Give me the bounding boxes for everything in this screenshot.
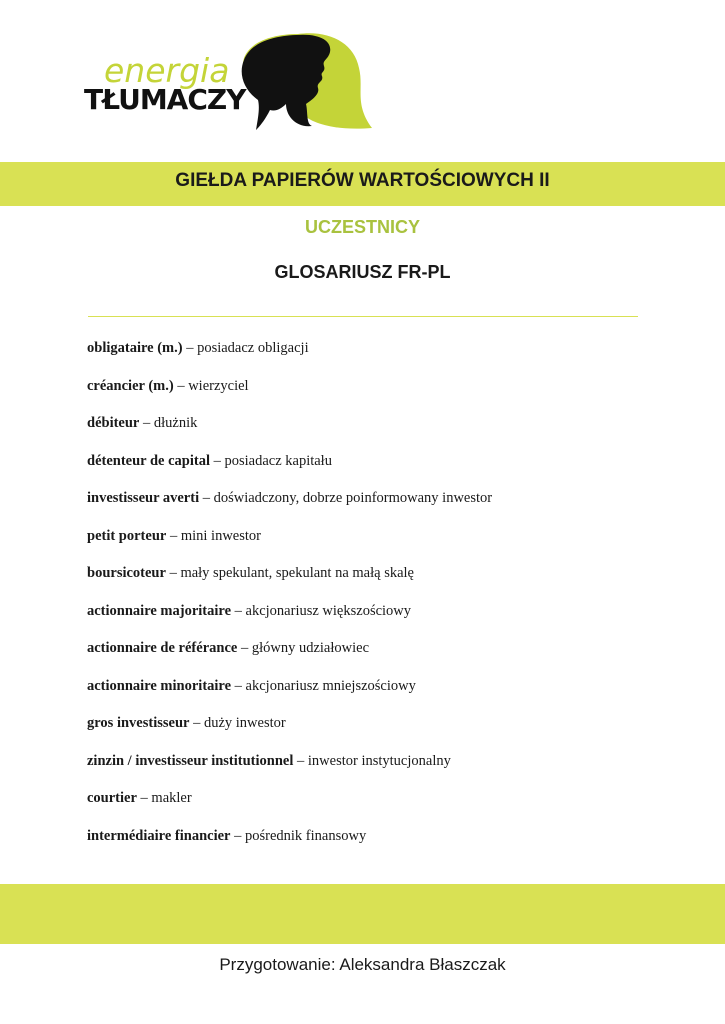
glossary-separator: –: [165, 565, 181, 581]
glossary-entry: [87, 826, 687, 864]
glossary-term: détenteur de capital: [87, 452, 210, 469]
glossary-translation: mały spekulant, spekulant na małą skalę: [180, 565, 414, 581]
glossary-entry: [87, 713, 687, 751]
glossary-term: débiteur: [87, 415, 140, 431]
glossary-entry: [87, 451, 687, 489]
glossary-separator: –: [173, 377, 189, 394]
glossary-separator: –: [293, 752, 308, 769]
glossary-translation: pośrednik finansowy: [245, 827, 367, 844]
glossary-translation: inwestor instytucjonalny: [307, 752, 451, 769]
glossary-entry: [87, 751, 687, 789]
logo-word-tlumaczy: TŁUMACZY: [84, 83, 246, 116]
glossary-translation: doświadczony, dobrze poinformowany inwestor: [213, 490, 493, 506]
glossary-entry: [87, 376, 687, 414]
glossary-entry: [87, 788, 687, 826]
glossary-translation: posiadacz obligacji: [197, 340, 309, 356]
glossary-translation: główny udziałowiec: [251, 640, 370, 656]
glossary-term: petit porteur: [87, 527, 167, 544]
glossary-separator: –: [182, 340, 198, 356]
glossary-term: boursicoteur: [87, 565, 166, 581]
glossary-term: zinzin / investisseur institutionnel: [87, 752, 294, 769]
glossary-entry: [87, 488, 687, 526]
glossary-term: obligataire (m.): [87, 340, 183, 356]
glossary-entry: [87, 338, 687, 376]
glossary-separator: –: [166, 527, 181, 544]
glossary-translation: mini inwestor: [180, 527, 261, 544]
glossary-translation: dłużnik: [153, 415, 198, 431]
footer-author: Przygotowanie: Aleksandra Błaszczak: [219, 955, 506, 974]
glossary-list: [87, 338, 687, 863]
glossary-separator: –: [237, 640, 252, 656]
glossary-translation: akcjonariusz większościowy: [245, 602, 412, 619]
glossary-entry: [87, 563, 687, 601]
section-subtitle: UCZESTNICY: [304, 217, 420, 237]
glossary-term: créancier (m.): [87, 377, 174, 394]
glossary-translation: wierzyciel: [188, 377, 249, 394]
glossary-entry: [87, 601, 687, 639]
glossary-entry: [87, 526, 687, 564]
logo-face-mark-icon: [236, 30, 386, 135]
glossary-separator: –: [231, 602, 246, 619]
glossary-separator: –: [189, 715, 204, 731]
glossary-term: actionnaire minoritaire: [87, 677, 232, 694]
logo: [84, 30, 384, 135]
glossary-translation: makler: [151, 790, 192, 806]
logo-word-energia: energia: [104, 51, 230, 90]
glossary-term: actionnaire de référance: [87, 640, 238, 656]
glossary-translation: posiadacz kapitału: [224, 452, 332, 469]
footer-band: [0, 884, 725, 944]
glossary-entry: [87, 413, 687, 451]
glossary-entry: [87, 676, 687, 714]
glossary-separator: –: [209, 452, 225, 469]
glossary-term: investisseur averti: [87, 490, 200, 506]
glossary-term: courtier: [87, 790, 137, 806]
glossary-translation: akcjonariusz mniejszościowy: [245, 677, 416, 694]
glossary-term: gros investisseur: [87, 715, 190, 731]
glossary-entry: [87, 638, 687, 676]
page-title: GIEŁDA PAPIERÓW WARTOŚCIOWYCH II: [175, 170, 550, 191]
glossary-translation: duży inwestor: [203, 715, 286, 731]
glossary-separator: –: [136, 790, 152, 806]
glossary-separator: –: [199, 490, 214, 506]
glossary-separator: –: [230, 827, 245, 844]
glossary-term: intermédiaire financier: [87, 827, 231, 844]
divider-line: [88, 316, 638, 317]
glossary-heading: GLOSARIUSZ FR-PL: [274, 262, 451, 282]
glossary-separator: –: [139, 415, 154, 431]
glossary-term: actionnaire majoritaire: [87, 602, 232, 619]
glossary-separator: –: [231, 677, 246, 694]
